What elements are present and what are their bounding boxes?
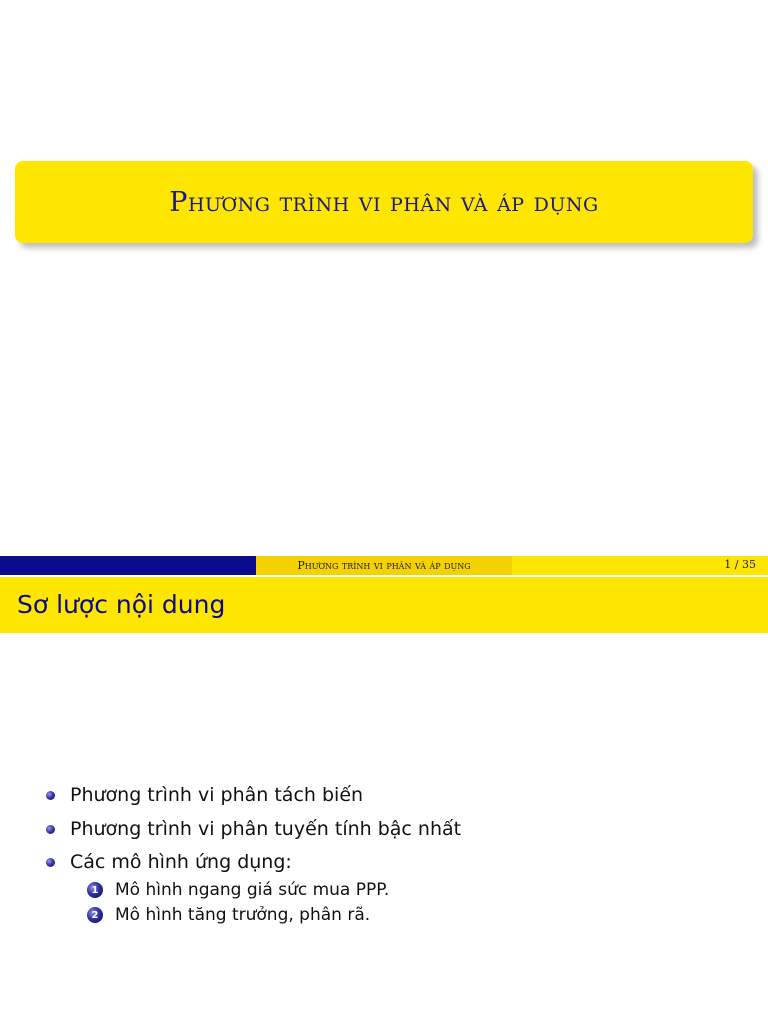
sub-list-item-text: Mô hình ngang giá sức mua PPP. xyxy=(115,880,390,900)
sub-list-item xyxy=(87,878,389,902)
bullet-icon xyxy=(46,825,55,834)
list-item-text: Phương trình vi phân tuyến tính bậc nhất xyxy=(70,818,462,840)
frame-title: Sơ lược nội dung xyxy=(17,590,226,619)
list-item xyxy=(46,814,461,844)
title-box xyxy=(15,161,753,243)
number-ball-icon: 1 xyxy=(87,882,103,898)
list-item-text: Phương trình vi phân tách biến xyxy=(70,784,364,806)
footer-title-section xyxy=(256,556,512,575)
footer-short-title: Phương trình vi phân và áp dụng xyxy=(297,559,471,572)
page-number: 1 / 35 xyxy=(724,558,756,571)
frame-title-bar xyxy=(0,577,768,633)
footer-page-section xyxy=(512,556,768,575)
number-ball-icon: 2 xyxy=(87,907,103,923)
presentation-title: Phương trình vi phân và áp dụng xyxy=(169,186,599,218)
list-item-text: Các mô hình ứng dụng: xyxy=(70,851,292,873)
sub-list-item-text: Mô hình tăng trưởng, phân rã. xyxy=(115,905,371,925)
sub-list-item xyxy=(87,903,370,927)
bullet-icon xyxy=(46,791,55,800)
list-item xyxy=(46,847,292,877)
bullet-icon xyxy=(46,858,55,867)
list-item xyxy=(46,780,363,810)
footer-bar xyxy=(0,556,768,575)
footer-author-section xyxy=(0,556,256,575)
